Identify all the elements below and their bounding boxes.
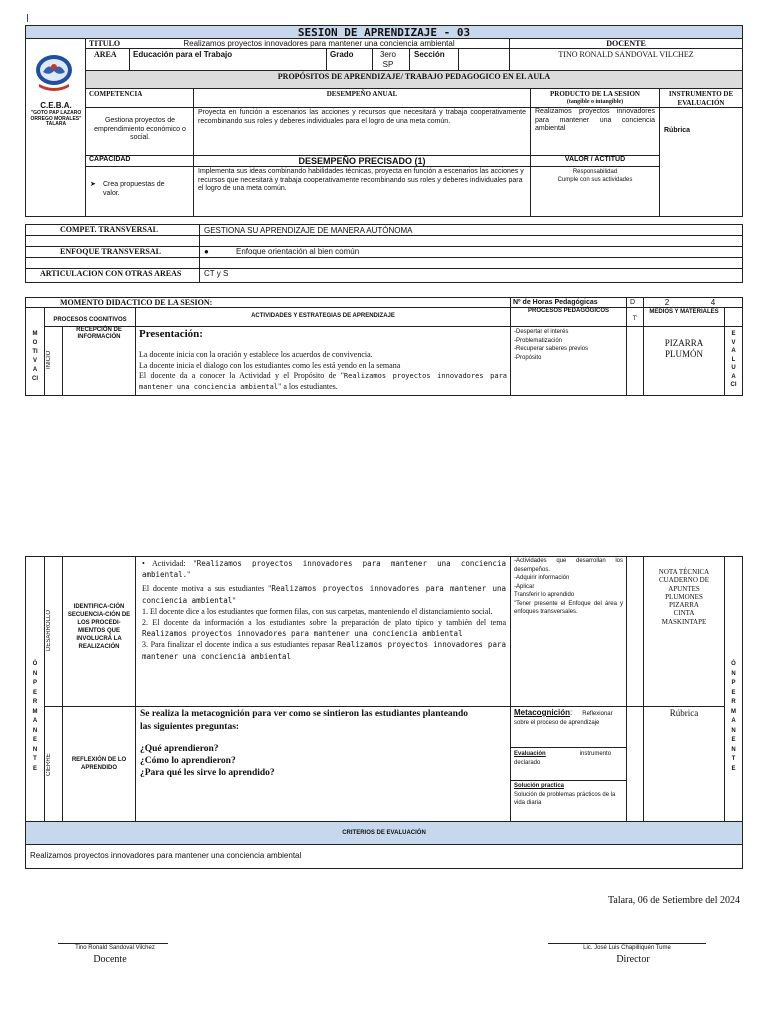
sol-value: Solución de problemas prácticos de la vida diaria (514, 791, 616, 806)
list-item: -Actividades que desarrollan los desempeños. (514, 558, 623, 573)
divider (326, 49, 327, 70)
sig1-name: Tino Ronald Sandoval Vilchez (75, 945, 155, 951)
cierre-phase: CIERRE (46, 753, 52, 777)
divider (129, 49, 130, 70)
valor-label: VALOR / ACTITUD (564, 156, 626, 163)
desempeno-anual-value: Proyecta en función a escenarios las acciones y recursos que necesitará y trabaja cooperativamente recombinando sus roles y deberes individuales para el logro de una meta común. (198, 109, 526, 125)
valor-value: Responsabilidad (572, 169, 618, 175)
school-logo (33, 52, 75, 94)
place-date: Talara, 06 de Setiembre del 2024 (607, 895, 740, 906)
competencia-label: COMPETENCIA (89, 90, 143, 98)
titulo-label: TITULO (89, 39, 121, 48)
evaluacion-side-text: EVALUACI (730, 331, 737, 388)
inicio-line1: La docente inicia con la oración y establece los acuerdos de convivencia. (139, 350, 373, 359)
divider (44, 706, 724, 707)
d-label: D (630, 299, 636, 306)
meta-label: Metacognición (514, 708, 571, 717)
seccion-label: Sección (414, 50, 445, 59)
divider (626, 298, 627, 395)
list-item: PLUMONES (665, 592, 703, 601)
sig2-name: Lic. José Luis Chapilliquén Tume (583, 945, 671, 951)
meta-value: Reflexionar sobre el proceso de aprendizaje (514, 711, 613, 726)
text-run: 3. Para finalizar el docente indica a sus estudiantes repasar (142, 640, 338, 650)
medios-header: MEDIOS Y MATERIALES (649, 309, 719, 315)
list-item: PIZARRA (664, 338, 704, 348)
signature-line-director (548, 943, 706, 944)
evaluacion-side (725, 330, 742, 390)
presentacion-title: Presentación: (139, 328, 203, 340)
horas-value: 2 (664, 298, 670, 307)
list-item: -Propósito (514, 354, 542, 361)
instrumento-value: Rúbrica (664, 127, 691, 134)
eval-label: Evaluación (514, 751, 546, 757)
inicio-proceso: RECEPCIÓN DE INFORMACIÓN (76, 327, 122, 340)
cierre-q3: ¿Para qué les sirve lo aprendido? (140, 768, 275, 778)
motivacion-side-text: MOTIVACI (32, 331, 38, 382)
list-item: -Adquirir información (514, 575, 570, 581)
list-item: CINTA (673, 609, 695, 618)
text-run: Realizamos proyectos innovadores para mantener una conciencia ambiental. (142, 559, 506, 580)
docente-value: TINO RONALD SANDOVAL VILCHEZ (558, 50, 694, 59)
divider (44, 557, 45, 821)
propositos-bar: PROPÓSITOS DE APRENDIZAJE/ TRABAJO PEDAGOGICO EN EL AULA (86, 70, 742, 89)
school-name: C.E.B.A. (40, 101, 72, 110)
desempeno-precisado-label: DESEMPEÑO PRECISADO (1) (298, 156, 426, 166)
producto-sub: (tangible o intangible) (566, 99, 624, 105)
area-value: Educación para el Trabajo (133, 50, 233, 59)
procesos-cognitivos-header: PROCESOS COGNITIVOS (53, 317, 127, 323)
inicio-line3-b: Realizamos proyectos innovadores para mantener una conciencia ambiental (139, 372, 508, 391)
meta-colon: : (570, 708, 573, 717)
cierre-proceso: REFLEXIÓN DE LO APRENDIDO (71, 757, 127, 771)
permanente-side-right (725, 660, 742, 774)
divider (409, 49, 410, 70)
divider (372, 49, 373, 70)
evaluacion-block (514, 750, 624, 767)
desarrollo-p4 (142, 617, 506, 639)
page-mark (27, 14, 28, 22)
list-item: Transferir lo aprendido (514, 592, 575, 598)
divider (135, 557, 136, 821)
divider (458, 49, 459, 70)
sig1-role: Docente (93, 954, 127, 965)
producto-value: Realizamos proyectos innovadores para mantener una conciencia ambiental (535, 108, 655, 132)
inicio-medios (644, 338, 724, 360)
list-item: MASKINTAPE (661, 617, 707, 626)
divider (511, 780, 626, 781)
metacognicion (514, 709, 624, 727)
eval-value: instrumento declarado (514, 751, 612, 766)
list-item: -Recuperar saberes previos (514, 346, 589, 352)
capacidad-value-text: Crea propuestas de valor. (103, 181, 165, 197)
desarrollo-p3: 1. El docente dice a los estudiantes que formen filas, con sus carpetas, manteniendo el distanciamiento social. (142, 606, 493, 616)
school-sub: "GOTO PAP LAZARO ORREGO MORALES" TALARA (30, 110, 82, 127)
divider (26, 257, 742, 258)
page-title: SESION DE APRENDIZAJE - 03 (26, 26, 742, 39)
inicio-line3 (139, 371, 507, 392)
enfoque-transversal-label: ENFOQUE TRANSVERSAL (60, 247, 161, 256)
grado-label: Grado (330, 50, 354, 59)
permanente-side-left (27, 660, 43, 774)
desempeno-anual-label: DESEMPEÑO ANUAL (326, 90, 398, 98)
cierre-medios: Rúbrica (669, 708, 699, 718)
actividades-header: ACTIVIDADES Y ESTRATEGIAS DE APRENDIZAJE (251, 313, 395, 319)
horas-value-2: 4 (710, 298, 716, 307)
text-run: • Actividad: " (142, 559, 197, 568)
permanente-side-right-text: ÓN PERMANENTE (731, 661, 736, 772)
comp-transversal-label: COMPET. TRANSVERSAL (60, 225, 158, 234)
grado-value: 3ero SP (379, 50, 396, 69)
desarrollo-activities (142, 558, 506, 662)
valor-value-2: Cumple con sus actividades (557, 177, 633, 183)
area-label: AREA (94, 50, 117, 59)
text-run: " (232, 595, 236, 605)
horas-label: Nº de Horas Pedagógicas (513, 299, 598, 306)
list-item: NOTA TÉCNICA (658, 568, 710, 576)
competencia-value: Gestiona proyectos de emprendimiento económico o social. (94, 117, 186, 141)
signature-line-docente (58, 943, 168, 944)
titulo-value: Realizamos proyectos innovadores para mantener una conciencia ambiental (183, 39, 455, 48)
enfoque-text: Enfoque orientación al bien común (236, 247, 360, 256)
divider (44, 326, 742, 327)
instrumento-label: INSTRUMENTO DE EVALUACIÓN (668, 90, 734, 107)
divider (193, 89, 194, 216)
divider (626, 557, 627, 821)
cierre-q1: ¿Qué aprendieron? (140, 744, 219, 754)
criterios-header: CRITERIOS DE EVALUACIÓN (26, 822, 742, 844)
inicio-pedagogicos (514, 328, 624, 362)
docente-label: DOCENTE (606, 39, 646, 48)
sig2-role: Director (616, 954, 650, 965)
list-item: "Tener presente el Enfoque del área y enfoques transversales. (514, 600, 623, 615)
text-run: " (187, 570, 191, 580)
permanente-side-left-text: ÓN PERMANENTE (32, 661, 38, 772)
inicio-phase: INICIO (46, 350, 52, 370)
text-run: 2. El docente da información a los estudiantes sobre la preparación de plato típico y también del tema (142, 618, 506, 628)
sol-label: Solución practica (514, 783, 565, 789)
divider (62, 326, 63, 395)
cierre-q2: ¿Cómo lo aprendieron? (140, 756, 236, 766)
list-item: PLUMÓN (664, 349, 703, 359)
divider (26, 844, 742, 845)
list-item: -Aplicar (514, 583, 535, 590)
solucion-block (514, 782, 624, 808)
desarrollo-pedagogicos (514, 557, 623, 617)
divider (659, 89, 660, 216)
text-run: Realizamos proyectos innovadores para mantener una conciencia ambiental (142, 584, 506, 605)
inicio-line2: La docente inicia el dialogo con los estudiantes como les está yendo en la semana (139, 361, 401, 370)
text-run: Realizamos proyectos innovadores para mantener una conciencia ambiental (142, 640, 506, 661)
text-run: Realizamos proyectos innovadores para mantener una conciencia ambiental (142, 629, 463, 639)
list-item: CUADERNO DE APUNTES (659, 576, 709, 593)
text-run: El docente motiva a sus estudiantes " (142, 584, 272, 594)
desarrollo-p2 (142, 583, 506, 605)
producto-label: PRODUCTO DE LA SESION (550, 90, 640, 98)
desarrollo-proceso: IDENTIFICA-CIÓN SECUENCIA-CIÓN DE LOS PROCEDI-MIENTOS QUE INVOLUCRÁ LA REALIZACIÓN (67, 604, 131, 650)
divider (135, 308, 136, 395)
inicio-line3-a: El docente da a conocer la Actividad y el Propósito de " (139, 371, 344, 380)
t-header: T' (632, 316, 638, 322)
divider (62, 557, 63, 821)
desarrollo-p1 (142, 558, 506, 580)
comp-transversal-value: GESTIONA SU APRENDIZAJE DE MANERA AUTÓNOMA (204, 226, 413, 235)
momento-label: MOMENTO DIDACTICO DE LA SESION: (60, 298, 213, 307)
inicio-line3-c: " a los estudiantes. (278, 381, 338, 391)
procesos-pedagogicos-header: PROCESOS PEDAGÓGICOS (527, 308, 609, 314)
divider (510, 557, 511, 821)
articulacion-label: ARTICULACION CON OTRAS AREAS (40, 269, 182, 278)
desempeno-precisado-value: Implementa sus ideas combinando habilidades técnicas, proyecta en función a escenarios las acciones y recursos que necesitará y trabaja cooperativamente recombinando sus roles y deberes individuales para el logro de una meta común. (198, 168, 524, 192)
criterios-value: Realizamos proyectos innovadores para mantener una conciencia ambiental (30, 851, 302, 860)
capacidad-label: CAPACIDAD (89, 156, 131, 163)
bullet-icon: ● (204, 247, 209, 256)
articulacion-value: CT y S (204, 269, 229, 278)
motivacion-side (27, 330, 43, 384)
list-item: -Problematización (514, 337, 563, 344)
desarrollo-p5 (142, 639, 506, 661)
list-item: -Despertar el interés (514, 329, 569, 335)
list-item: PIZARRA (669, 601, 699, 610)
desarrollo-phase: DESARROLLO (46, 609, 52, 651)
cierre-text: Se realiza la metacognición para ver como se sintieron las estudiantes planteando las siguientes preguntas: (140, 709, 469, 732)
divider (530, 89, 531, 216)
desarrollo-medios (644, 568, 724, 626)
divider (511, 747, 626, 748)
